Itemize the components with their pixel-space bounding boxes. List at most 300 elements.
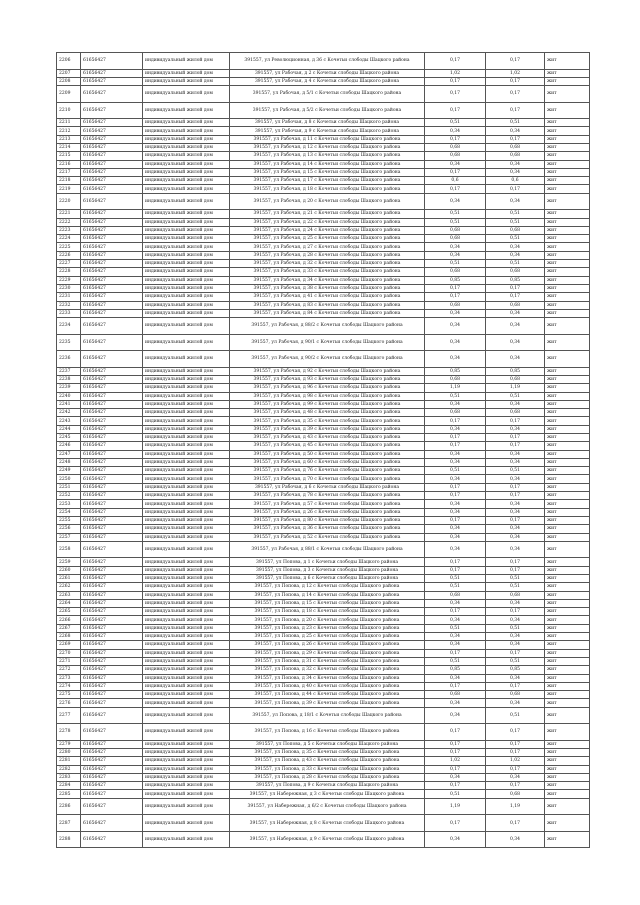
address-prefix: 391557, ул [253,501,281,507]
building-type: индивидуальный жилой дом [143,442,230,450]
table-row [57,749,590,757]
table-row [57,143,590,151]
address-street: Рабочая, д 34 с [280,277,317,283]
building-type: индивидуальный жилой дом [143,293,230,301]
area-value-total: 0,17 [486,682,545,690]
address-suffix: Кочетьи слободы Шацкого района [316,468,401,474]
cadastral-code: 61656427 [81,773,143,781]
table-row [57,599,590,607]
table-row [57,334,590,351]
address [230,260,425,268]
building-type: индивидуальный жилой дом [143,483,230,491]
record-number: 2222 [57,218,81,226]
address-street: Рабочая, д 39 с [280,426,317,432]
table-row [57,666,590,674]
address [230,707,425,724]
building-type: индивидуальный жилой дом [143,757,230,765]
area-value-total: 0,17 [486,815,545,832]
area-value: 0,34 [425,533,486,541]
address [230,691,425,699]
kind: жит [545,143,590,151]
kind: жит [545,375,590,383]
address-suffix: Кочетьи слободы Шацкого района [315,120,400,126]
area-value-total: 0,17 [486,53,545,70]
record-number: 2279 [57,740,81,748]
record-number: 2278 [57,724,81,741]
area-value: 0,6 [425,177,486,185]
address-prefix: 391557, ул [255,559,283,565]
address [230,450,425,458]
cadastral-code: 61656427 [81,367,143,375]
kind: жит [545,293,590,301]
address-suffix: Кочетьи слободы Шацкого района [315,625,400,631]
address-street: Попова, д 3 с [282,567,315,573]
cadastral-code: 61656427 [81,591,143,599]
cadastral-code: 61656427 [81,309,143,317]
address-street: Рабочая, д 32 с [280,261,317,267]
address-prefix: 391557, ул [253,385,281,391]
area-value: 0,34 [425,674,486,682]
address [230,400,425,408]
address-suffix: Кочетьи слободы Шацкого района [315,692,400,698]
address-prefix: 391557, ул [254,692,282,698]
address [230,135,425,143]
cadastral-code: 61656427 [81,102,143,119]
address [230,119,425,127]
building-type: индивидуальный жилой дом [143,53,230,70]
area-value: 0,68 [425,691,486,699]
kind: жит [545,351,590,368]
building-type: индивидуальный жилой дом [143,135,230,143]
cadastral-code: 61656427 [81,566,143,574]
area-value-total: 0,51 [486,210,545,218]
address-street: Рабочая, д 33 с [280,269,317,275]
address-prefix: 391557, ул [254,667,282,673]
address-prefix: 391557, ул [249,791,277,797]
address-prefix: 391557, ул [253,368,281,374]
address-prefix: 391557, ул [253,534,281,540]
record-number: 2260 [57,566,81,574]
area-value-total: 0,34 [486,508,545,516]
record-number: 2257 [57,533,81,541]
address-prefix: 391557, ул [251,547,279,553]
area-value: 0,17 [425,53,486,70]
address-suffix: Кочетьи слободы Шацкого района [315,775,400,781]
kind: жит [545,458,590,466]
kind: жит [545,177,590,185]
table-row [57,409,590,417]
area-value-total: 0,34 [486,599,545,607]
cadastral-code: 61656427 [81,185,143,193]
address [230,276,425,284]
address-suffix: Кочетьи слободы Шацкого района [319,547,403,553]
area-value-total: 0,34 [486,533,545,541]
kind: жит [545,798,590,815]
area-value: 0,34 [425,309,486,317]
kind: жит [545,757,590,765]
table-row [57,268,590,276]
table-row [57,492,590,500]
record-number: 2285 [57,790,81,798]
area-value-total: 0,85 [486,666,545,674]
cadastral-code: 61656427 [81,218,143,226]
table-row [57,442,590,450]
address-prefix: 391557, ул [254,700,282,706]
address-street: Рабочая, д 76 с [280,468,317,474]
area-value-total: 0,17 [486,740,545,748]
cadastral-code: 61656427 [81,260,143,268]
building-type: индивидуальный жилой дом [143,409,230,417]
table-row [57,516,590,524]
address-suffix: Кочетьи слободы Шацкого района [315,70,400,76]
address-street: Рабочая, д 5/1 с [279,91,318,97]
record-number: 2225 [57,243,81,251]
address-suffix: Кочетьи слободы Шацкого района [316,476,401,482]
address [230,516,425,524]
cadastral-code: 61656427 [81,135,143,143]
building-type: индивидуальный жилой дом [143,160,230,168]
kind: жит [545,724,590,741]
table-row [57,707,590,724]
area-value-total: 0,34 [486,318,545,335]
area-value-total: 0,17 [486,293,545,301]
building-type: индивидуальный жилой дом [143,475,230,483]
table-row [57,177,590,185]
registry-table [56,52,590,848]
record-number: 2220 [57,193,81,210]
area-value: 0,34 [425,500,486,508]
cadastral-code: 61656427 [81,235,143,243]
building-type: индивидуальный жилой дом [143,318,230,335]
address-prefix: 391557, ул [253,526,281,532]
address-suffix: Кочетьи слободы Шацкого района [316,269,401,275]
address-street: Рабочая, д 88/1 с [278,547,320,553]
kind: жит [545,574,590,582]
building-type: индивидуальный жилой дом [143,533,230,541]
table-row [57,185,590,193]
area-value: 0,51 [425,218,486,226]
kind: жит [545,276,590,284]
table-row [57,160,590,168]
address-street: Попова, д 40 с [281,683,316,689]
area-value-total: 0,34 [486,674,545,682]
address [230,284,425,292]
kind: жит [545,516,590,524]
cadastral-code: 61656427 [81,69,143,77]
area-value-total: 0,17 [486,558,545,566]
address-suffix: Кочетьи слободы Шацкого района [315,683,400,689]
address-suffix: Кочетьи слободы Шацкого района [316,410,401,416]
address [230,740,425,748]
area-value-total: 0,17 [486,135,545,143]
record-number: 2271 [57,657,81,665]
table-row [57,168,590,176]
table-row [57,309,590,317]
address [230,574,425,582]
record-number: 2272 [57,666,81,674]
cadastral-code: 61656427 [81,657,143,665]
address-suffix: Кочетьи слободы Шацкого района [316,310,401,316]
address-street: Рабочая, д 17 с [280,178,317,184]
area-value: 0,51 [425,210,486,218]
record-number: 2212 [57,127,81,135]
record-number: 2240 [57,392,81,400]
address [230,86,425,103]
address-suffix: Кочетьи слободы Шацкого района [315,634,400,640]
record-number: 2211 [57,119,81,127]
area-value-total: 0,51 [486,119,545,127]
kind: жит [545,450,590,458]
area-value: 0,51 [425,392,486,400]
record-number: 2253 [57,500,81,508]
building-type: индивидуальный жилой дом [143,707,230,724]
address [230,641,425,649]
table-row [57,119,590,127]
record-number: 2259 [57,558,81,566]
record-number: 2256 [57,525,81,533]
address [230,301,425,309]
building-type: индивидуальный жилой дом [143,392,230,400]
kind: жит [545,500,590,508]
area-value-total: 0,34 [486,633,545,641]
record-number: 2206 [57,53,81,70]
kind: жит [545,492,590,500]
address-street: Рабочая, д 18 с [280,186,317,192]
area-value: 0,17 [425,815,486,832]
address-street: Рабочая, д 83 с [280,302,317,308]
table-row [57,541,590,558]
building-type: индивидуальный жилой дом [143,400,230,408]
address-suffix: Кочетьи слободы Шацкого района [322,804,407,810]
building-type: индивидуальный жилой дом [143,773,230,781]
record-number: 2218 [57,177,81,185]
address [230,375,425,383]
area-value-total: 0,51 [486,260,545,268]
address [230,674,425,682]
record-number: 2236 [57,351,81,368]
area-value: 0,68 [425,301,486,309]
area-value: 0,51 [425,467,486,475]
record-number: 2275 [57,691,81,699]
area-value: 0,85 [425,367,486,375]
area-value: 0,34 [425,773,486,781]
area-value-total: 0,34 [486,193,545,210]
area-value: 0,68 [425,235,486,243]
record-number: 2219 [57,185,81,193]
table-row [57,375,590,383]
building-type: индивидуальный жилой дом [143,831,230,848]
building-type: индивидуальный жилой дом [143,69,230,77]
address [230,218,425,226]
area-value: 0,68 [425,143,486,151]
kind: жит [545,53,590,70]
address-street: Попова, д 35 с [281,750,316,756]
address-suffix: Кочетьи слободы Шацкого района [325,58,410,64]
cadastral-code: 61656427 [81,533,143,541]
address-suffix: Кочетьи слободы Шацкого района [316,178,401,184]
area-value: 0,34 [425,334,486,351]
building-type: индивидуальный жилой дом [143,276,230,284]
address-suffix: Кочетьи слободы Шацкого района [315,667,400,673]
cadastral-code: 61656427 [81,127,143,135]
address [230,409,425,417]
record-number: 2262 [57,583,81,591]
table-row [57,293,590,301]
table-row [57,583,590,591]
area-value: 0,17 [425,516,486,524]
address-street: Рабочая, д 99 с [280,401,317,407]
address-suffix: Кочетьи слободы Шацкого района [316,534,401,540]
cadastral-code: 61656427 [81,782,143,790]
building-type: индивидуальный жилой дом [143,674,230,682]
table-row [57,740,590,748]
kind: жит [545,193,590,210]
kind: жит [545,483,590,491]
building-type: индивидуальный жилой дом [143,566,230,574]
address [230,765,425,773]
area-value-total: 0,85 [486,367,545,375]
building-type: индивидуальный жилой дом [143,185,230,193]
building-type: индивидуальный жилой дом [143,699,230,707]
building-type: индивидуальный жилой дом [143,558,230,566]
record-number: 2280 [57,749,81,757]
area-value-total: 1,19 [486,798,545,815]
address-prefix: 391557, ул [255,741,283,747]
record-number: 2274 [57,682,81,690]
record-number: 2223 [57,226,81,234]
table-row [57,284,590,292]
building-type: индивидуальный жилой дом [143,417,230,425]
record-number: 2281 [57,757,81,765]
cadastral-code: 61656427 [81,516,143,524]
address-prefix: 391557, ул [253,219,281,225]
address-suffix: Кочетьи слободы Шацкого района [314,741,399,747]
table-row [57,251,590,259]
kind: жит [545,425,590,433]
area-value: 0,34 [425,318,486,335]
kind: жит [545,831,590,848]
kind: жит [545,152,590,160]
address-prefix: 391557, ул [254,675,282,681]
building-type: индивидуальный жилой дом [143,301,230,309]
cadastral-code: 61656427 [81,77,143,85]
area-value: 0,17 [425,86,486,103]
address-street: Рабочая, д 57 с [280,501,317,507]
table-row [57,434,590,442]
area-value-total: 0,34 [486,127,545,135]
address-street: Рабочая, д 21 с [280,211,317,217]
address-street: Попова, д 34 с [281,675,316,681]
address [230,434,425,442]
address-street: Попова, д 18/1 с [279,712,319,718]
building-type: индивидуальный жилой дом [143,268,230,276]
address-suffix: Кочетьи слободы Шацкого района [316,145,401,151]
building-type: индивидуальный жилой дом [143,591,230,599]
cadastral-code: 61656427 [81,409,143,417]
address-prefix: 391557, ул [253,294,281,300]
record-number: 2244 [57,425,81,433]
address-suffix: Кочетьи слободы Шацкого района [316,526,401,532]
area-value: 0,17 [425,417,486,425]
area-value-total: 0,34 [486,475,545,483]
table-row [57,574,590,582]
building-type: индивидуальный жилой дом [143,177,230,185]
cadastral-code: 61656427 [81,674,143,682]
address-suffix: Кочетьи слободы Шацкого района [314,783,399,789]
address [230,790,425,798]
record-number: 2209 [57,86,81,103]
kind: жит [545,77,590,85]
area-value-total: 0,34 [486,425,545,433]
table-row [57,276,590,284]
cadastral-code: 61656427 [81,293,143,301]
table-row [57,475,590,483]
address-prefix: 391557, ул [254,484,282,490]
area-value: 0,17 [425,724,486,741]
area-value: 0,34 [425,458,486,466]
address-street: Набережная, д 6/2 с [274,804,323,810]
building-type: индивидуальный жилой дом [143,740,230,748]
area-value: 1,19 [425,384,486,392]
address-suffix: Кочетьи слободы Шацкого района [316,418,401,424]
area-value-total: 1,02 [486,757,545,765]
cadastral-code: 61656427 [81,475,143,483]
building-type: индивидуальный жилой дом [143,624,230,632]
table-row [57,649,590,657]
cadastral-code: 61656427 [81,599,143,607]
area-value-total: 0,68 [486,375,545,383]
kind: жит [545,119,590,127]
kind: жит [545,740,590,748]
address [230,293,425,301]
area-value: 0,17 [425,558,486,566]
cadastral-code: 61656427 [81,400,143,408]
address-street: Рабочая, д 4 с [281,78,316,84]
cadastral-code: 61656427 [81,483,143,491]
address-street: Революционная, д 36 с [271,58,326,64]
area-value-total: 0,34 [486,251,545,259]
record-number: 2267 [57,624,81,632]
address-prefix: 391557, ул [253,261,281,267]
kind: жит [545,616,590,624]
address-prefix: 391557, ул [253,401,281,407]
table-row [57,53,590,70]
table-row [57,425,590,433]
address-street: Рабочая, д 11 с [280,136,317,142]
record-number: 2270 [57,649,81,657]
address-street: Рабочая, д 52 с [280,534,317,540]
area-value-total: 0,34 [486,351,545,368]
address-prefix: 391557, ул [253,236,281,242]
address-prefix: 391557, ул [254,634,282,640]
address-street: Рабочая, д 14 с [280,161,317,167]
address-street: Попова, д 43 с [281,758,316,764]
table-row [57,616,590,624]
cadastral-code: 61656427 [81,583,143,591]
cadastral-code: 61656427 [81,641,143,649]
kind: жит [545,682,590,690]
table-row [57,798,590,815]
area-value-total: 0,34 [486,616,545,624]
record-number: 2221 [57,210,81,218]
address-prefix: 391557, ул [252,107,280,113]
cadastral-code: 61656427 [81,276,143,284]
address-prefix: 391557, ул [254,78,282,84]
area-value: 0,17 [425,740,486,748]
address-street: Попова, д 6 с [282,576,315,582]
cadastral-code: 61656427 [81,699,143,707]
address-prefix: 391557, ул [254,584,282,590]
